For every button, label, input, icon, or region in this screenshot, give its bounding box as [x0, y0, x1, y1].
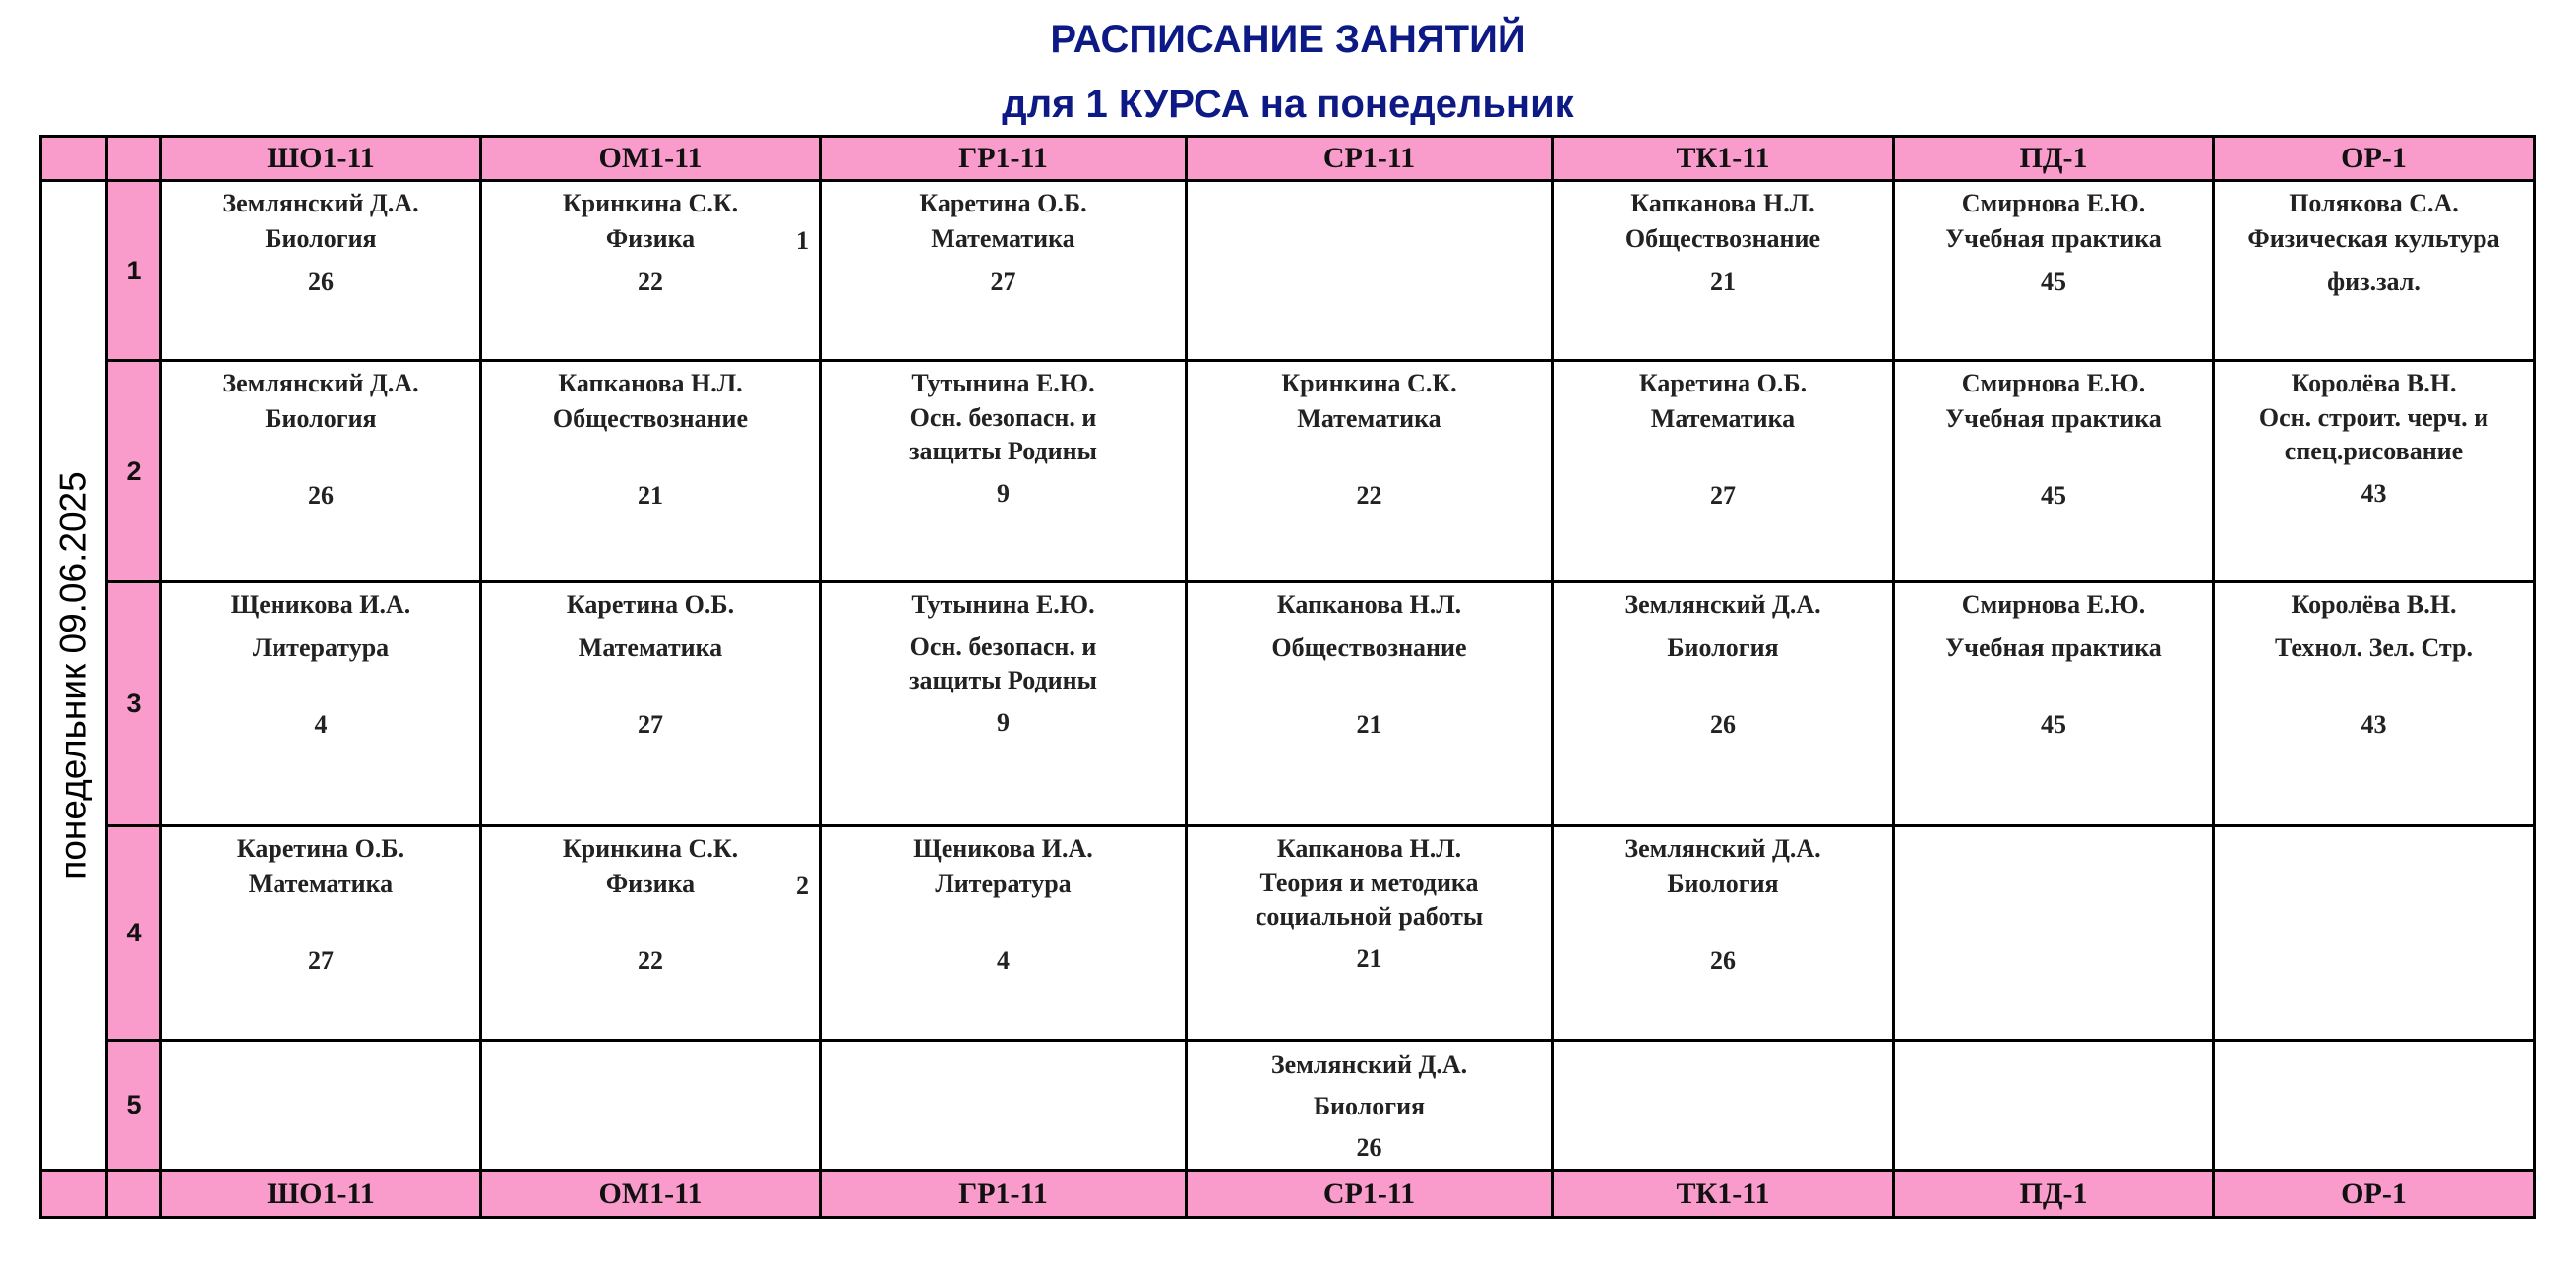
room: физ.зал. — [2327, 268, 2421, 296]
group-footer: ОР-1 — [2215, 1172, 2533, 1216]
room: 26 — [1356, 1133, 1382, 1162]
teacher: Кринкина С.К. — [562, 189, 739, 217]
group-footer: СР1-11 — [1188, 1172, 1554, 1216]
subject: Биология — [265, 224, 377, 253]
room: 4 — [997, 946, 1010, 975]
lesson-cell — [822, 362, 1188, 583]
room: 26 — [308, 481, 334, 510]
room: 26 — [308, 268, 334, 296]
lesson-cell — [1188, 1042, 1554, 1172]
teacher: Тутынина Е.Ю. — [911, 369, 1095, 397]
teacher: Землянский Д.А. — [222, 189, 419, 217]
subject: Литература — [935, 870, 1072, 898]
lesson-cell — [482, 182, 822, 362]
subject: Учебная практика — [1945, 633, 2162, 662]
teacher: Полякова С.А. — [2289, 189, 2459, 217]
lesson-cell — [1188, 583, 1554, 827]
subgroup-note: 1 — [796, 226, 809, 255]
lesson-cell — [2215, 362, 2533, 583]
subgroup-note: 2 — [796, 872, 809, 900]
teacher: Кринкина С.К. — [562, 834, 739, 863]
subject: Математика — [1650, 404, 1796, 433]
teacher: Землянский Д.А. — [1625, 834, 1821, 863]
lesson-cell — [482, 827, 822, 1042]
group-header: ОМ1-11 — [482, 138, 822, 182]
lesson-cell-empty — [1188, 182, 1554, 362]
room: 22 — [638, 268, 663, 296]
footer-number-cell — [108, 1172, 162, 1216]
subject: Осн. безопасн. и — [909, 632, 1097, 661]
teacher: Землянский Д.А. — [1625, 590, 1821, 619]
room: 27 — [308, 946, 334, 975]
group-header: ОР-1 — [2215, 138, 2533, 182]
lesson-cell-empty — [2215, 1042, 2533, 1172]
lesson-cell — [162, 362, 482, 583]
lesson-number: 1 — [108, 182, 162, 362]
lesson-cell — [1554, 182, 1895, 362]
lesson-cell — [1188, 827, 1554, 1042]
room: 27 — [1710, 481, 1736, 510]
room: 45 — [2041, 268, 2066, 296]
lesson-number: 5 — [108, 1042, 162, 1172]
subject: Биология — [1667, 870, 1779, 898]
subject: Математика — [931, 224, 1075, 253]
room: 9 — [997, 708, 1010, 737]
subject: Учебная практика — [1945, 224, 2162, 253]
lesson-cell-empty — [482, 1042, 822, 1172]
group-footer: ТК1-11 — [1554, 1172, 1895, 1216]
teacher: Королёва В.Н. — [2291, 369, 2457, 397]
room: 45 — [2041, 481, 2066, 510]
subject: Математика — [248, 870, 394, 898]
lesson-cell — [822, 827, 1188, 1042]
footer-corner-cell — [42, 1172, 108, 1216]
subject-line-2: защиты Родины — [909, 666, 1097, 694]
group-header: ШО1-11 — [162, 138, 482, 182]
lesson-cell — [1895, 182, 2215, 362]
teacher: Капканова Н.Л. — [558, 369, 743, 397]
room: 9 — [997, 479, 1010, 508]
lesson-number: 2 — [108, 362, 162, 583]
teacher: Кринкина С.К. — [1281, 369, 1457, 397]
subject: Обществознание — [1271, 633, 1467, 662]
room: 26 — [1710, 710, 1736, 739]
subject: Физическая культура — [2247, 224, 2500, 253]
lesson-cell-empty — [1895, 827, 2215, 1042]
teacher: Смирнова Е.Ю. — [1961, 369, 2146, 397]
lesson-cell — [822, 182, 1188, 362]
teacher: Каретина О.Б. — [919, 189, 1087, 217]
page-subtitle: для 1 КУРСА на понедельник — [1002, 83, 1574, 126]
teacher: Щеникова И.А. — [913, 834, 1093, 863]
lesson-cell — [162, 583, 482, 827]
lesson-cell-empty — [1895, 1042, 2215, 1172]
room: 21 — [1356, 710, 1382, 739]
lesson-cell — [1895, 362, 2215, 583]
room: 21 — [1710, 268, 1736, 296]
room: 22 — [638, 946, 663, 975]
teacher: Каретина О.Б. — [566, 590, 735, 619]
lesson-number: 4 — [108, 827, 162, 1042]
subject: Математика — [1297, 404, 1441, 433]
group-header: СР1-11 — [1188, 138, 1554, 182]
subject: Обществознание — [1625, 224, 1821, 253]
room: 27 — [990, 268, 1016, 296]
subject: Обществознание — [552, 404, 749, 433]
teacher: Капканова Н.Л. — [1630, 189, 1815, 217]
group-header: ГР1-11 — [822, 138, 1188, 182]
room: 45 — [2041, 710, 2066, 739]
lesson-cell — [1188, 362, 1554, 583]
subject: Осн. безопасн. и — [909, 403, 1097, 432]
subject: Физика — [605, 224, 696, 253]
subject: Учебная практика — [1945, 404, 2162, 433]
page-title: РАСПИСАНИЕ ЗАНЯТИЙ — [1050, 18, 1526, 61]
lesson-cell-empty — [1554, 1042, 1895, 1172]
teacher: Капканова Н.Л. — [1276, 834, 1462, 863]
schedule-table — [39, 135, 2536, 1219]
teacher: Смирнова Е.Ю. — [1961, 590, 2146, 619]
lesson-cell — [2215, 583, 2533, 827]
lesson-cell — [822, 583, 1188, 827]
teacher: Капканова Н.Л. — [1276, 590, 1462, 619]
room: 43 — [2361, 710, 2387, 739]
lesson-cell — [2215, 182, 2533, 362]
teacher: Каретина О.Б. — [1638, 369, 1808, 397]
lesson-number: 3 — [108, 583, 162, 827]
lesson-cell-empty — [2215, 827, 2533, 1042]
subject: Биология — [265, 404, 377, 433]
subject-line-2: защиты Родины — [909, 437, 1097, 465]
room: 21 — [1356, 944, 1382, 973]
group-footer: ШО1-11 — [162, 1172, 482, 1216]
group-footer: ОМ1-11 — [482, 1172, 822, 1216]
lesson-cell — [482, 583, 822, 827]
room: 21 — [638, 481, 663, 510]
room: 26 — [1710, 946, 1736, 975]
room: 27 — [638, 710, 663, 739]
teacher: Тутынина Е.Ю. — [911, 590, 1095, 619]
subject-line-2: социальной работы — [1255, 902, 1484, 931]
day-label: понедельник 09.06.2025 — [53, 470, 93, 880]
lesson-cell — [1895, 583, 2215, 827]
lesson-cell — [162, 827, 482, 1042]
lesson-cell — [482, 362, 822, 583]
subject: Физика — [605, 870, 696, 898]
header-corner-cell — [42, 138, 108, 182]
teacher: Смирнова Е.Ю. — [1961, 189, 2146, 217]
group-header: ПД-1 — [1895, 138, 2215, 182]
lesson-cell — [1554, 583, 1895, 827]
subject: Биология — [1313, 1092, 1426, 1120]
subject: Теория и методика — [1259, 869, 1479, 897]
subject: Биология — [1667, 633, 1779, 662]
teacher: Каретина О.Б. — [236, 834, 405, 863]
header-number-cell — [108, 138, 162, 182]
lesson-cell — [162, 182, 482, 362]
lesson-cell — [1554, 827, 1895, 1042]
room: 22 — [1356, 481, 1382, 510]
subject: Математика — [578, 633, 723, 662]
teacher: Королёва В.Н. — [2291, 590, 2457, 619]
lesson-cell — [1554, 362, 1895, 583]
day-cell — [42, 182, 108, 1172]
subject: Литература — [252, 633, 390, 662]
group-footer: ПД-1 — [1895, 1172, 2215, 1216]
teacher: Щеникова И.А. — [230, 590, 411, 619]
lesson-cell-empty — [162, 1042, 482, 1172]
lesson-cell-empty — [822, 1042, 1188, 1172]
room: 43 — [2361, 479, 2387, 508]
group-footer: ГР1-11 — [822, 1172, 1188, 1216]
group-header: ТК1-11 — [1554, 138, 1895, 182]
room: 4 — [314, 710, 328, 739]
teacher: Землянский Д.А. — [1270, 1051, 1468, 1079]
teacher: Землянский Д.А. — [222, 369, 419, 397]
subject: Осн. строит. черч. и — [2258, 403, 2489, 432]
subject: Технол. Зел. Стр. — [2275, 633, 2473, 662]
subject-line-2: спец.рисование — [2284, 437, 2464, 465]
